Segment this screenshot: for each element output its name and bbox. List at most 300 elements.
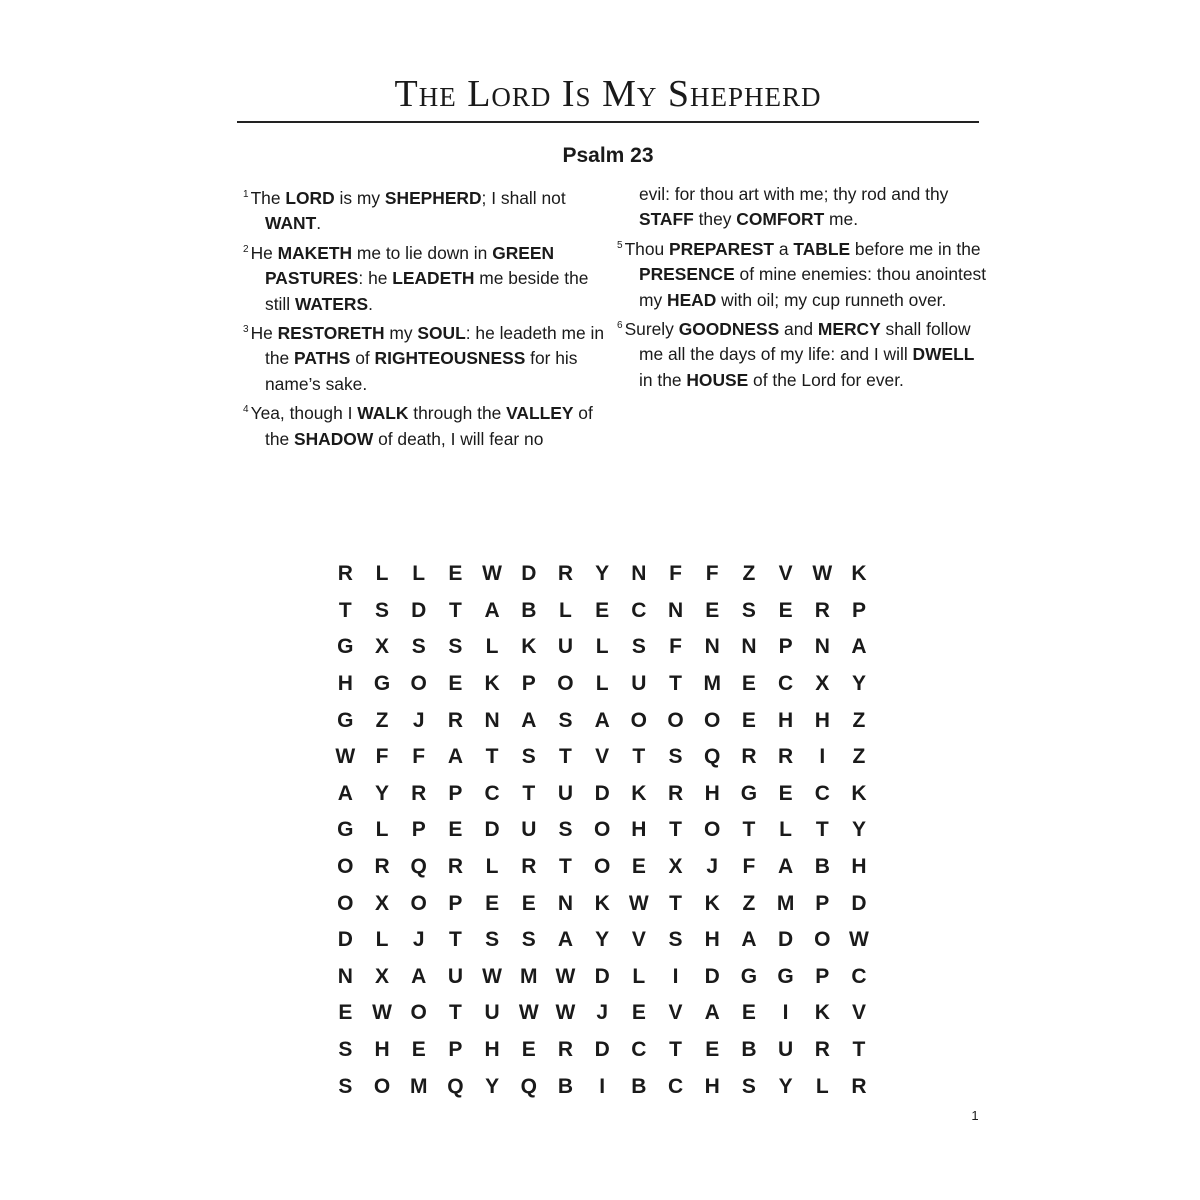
grid-letter: B (557, 1074, 574, 1098)
keyword: PREPAREST (669, 238, 775, 259)
grid-letter: G (337, 708, 354, 732)
grid-letter: L (485, 635, 499, 659)
grid-letter: S (668, 928, 683, 952)
grid-letter: F (412, 745, 426, 769)
grid-letter: E (631, 855, 646, 879)
psalm-subtitle: Psalm 23 (562, 144, 654, 167)
grid-letter: S (411, 635, 426, 659)
grid-letter: J (412, 708, 425, 732)
grid-letter: C (631, 598, 647, 622)
grid-letter: L (375, 562, 389, 586)
grid-letter: O (704, 818, 721, 842)
keyword: VALLEY (506, 403, 574, 424)
grid-letter: L (595, 635, 609, 659)
verse-text: a (774, 238, 794, 259)
grid-letter: I (599, 1074, 606, 1098)
grid-letter: R (814, 1038, 830, 1062)
grid-letter: W (849, 928, 869, 952)
grid-letter: H (631, 818, 647, 842)
grid-letter: S (338, 1038, 353, 1062)
keyword: WATERS (294, 293, 369, 314)
verse-text: is my (334, 188, 385, 208)
grid-letter: V (595, 745, 610, 769)
grid-letter: I (672, 964, 679, 988)
grid-letter: R (557, 1038, 574, 1062)
grid-letter: E (778, 781, 793, 805)
grid-letter: T (852, 1038, 866, 1062)
grid-letter: W (372, 1001, 392, 1025)
grid-letter: R (374, 855, 390, 879)
grid-letter: N (667, 598, 684, 622)
grid-letter: R (667, 781, 684, 805)
verse-text: Yea, though I (250, 403, 358, 424)
grid-letter: D (337, 928, 353, 952)
grid-letter: A (704, 1001, 720, 1025)
grid-letter: R (521, 855, 537, 879)
grid-letter: T (448, 928, 462, 952)
grid-letter: V (668, 1001, 683, 1025)
grid-letter: R (447, 855, 463, 879)
grid-letter: H (484, 1038, 500, 1062)
title-rule (237, 121, 979, 123)
grid-letter: T (632, 745, 646, 769)
verse-text: He (250, 323, 278, 344)
grid-letter: H (704, 928, 720, 952)
grid-letter: D (594, 1038, 610, 1062)
grid-letter: U (557, 781, 574, 805)
verse-text: me to lie down in (352, 242, 493, 263)
grid-letter: T (485, 745, 499, 769)
verse-text: of death, I will fear no (373, 428, 544, 449)
grid-letter: X (668, 855, 683, 879)
grid-letter: D (778, 928, 794, 952)
grid-letter: G (337, 635, 354, 659)
keyword: RIGHTEOUSNESS (374, 348, 526, 369)
grid-letter: E (448, 562, 463, 586)
grid-letter: S (558, 708, 573, 732)
grid-letter: O (667, 708, 684, 732)
grid-letter: S (558, 818, 573, 842)
keyword: LEADETH (392, 268, 475, 289)
grid-letter: A (557, 928, 574, 952)
grid-letter: P (448, 1038, 463, 1062)
grid-letter: Z (742, 891, 756, 915)
keyword: GOODNESS (678, 319, 780, 340)
keyword: RESTORETH (277, 323, 385, 344)
grid-letter: S (448, 635, 463, 659)
grid-letter: A (411, 964, 427, 988)
grid-letter: T (669, 1038, 682, 1062)
keyword: GREEN (492, 242, 555, 263)
grid-letter: E (741, 672, 756, 696)
grid-letter: G (740, 964, 758, 988)
grid-letter: Y (595, 562, 610, 586)
grid-letter: H (374, 1038, 390, 1062)
keyword: WALK (357, 403, 409, 424)
grid-letter: Y (595, 928, 610, 952)
grid-letter: K (814, 1001, 830, 1025)
grid-letter: P (448, 891, 463, 915)
grid-letter: T (522, 781, 536, 805)
grid-letter: L (595, 672, 609, 696)
verse-text: of mine enemies: thou anointest my (639, 264, 987, 310)
keyword: MAKETH (277, 242, 353, 263)
grid-letter: J (706, 855, 719, 879)
grid-letter: A (337, 781, 353, 805)
grid-letter: H (814, 708, 830, 732)
grid-letter: O (337, 891, 354, 915)
grid-letter: S (521, 928, 536, 952)
grid-letter: E (338, 1001, 353, 1025)
keyword: HEAD (667, 289, 717, 310)
grid-letter: O (337, 855, 354, 879)
grid-letter: Z (742, 562, 756, 586)
grid-letter: T (448, 598, 462, 622)
grid-letter: P (815, 891, 830, 915)
grid-letter: K (851, 562, 867, 586)
grid-letter: S (338, 1074, 353, 1098)
grid-letter: S (741, 1074, 756, 1098)
grid-letter: E (448, 818, 463, 842)
grid-letter: Y (778, 1074, 793, 1098)
grid-letter: N (741, 635, 757, 659)
grid-letter: A (594, 708, 610, 732)
keyword: HOUSE (686, 369, 749, 390)
keyword: SHADOW (294, 428, 374, 449)
grid-letter: O (410, 672, 427, 696)
grid-letter: L (375, 928, 389, 952)
grid-letter: X (815, 672, 830, 696)
grid-letter: E (705, 1038, 720, 1062)
verse-text: of (350, 348, 375, 369)
grid-letter: S (521, 745, 536, 769)
grid-letter: A (447, 745, 463, 769)
grid-letter: W (628, 891, 649, 915)
grid-letter: L (815, 1074, 829, 1098)
grid-letter: L (412, 562, 426, 586)
grid-letter: W (482, 562, 502, 586)
word-search-grid (327, 556, 877, 1105)
grid-letter: E (521, 891, 536, 915)
grid-letter: C (631, 1038, 647, 1062)
verse-text: Thou (624, 238, 670, 259)
grid-letter: L (485, 855, 499, 879)
grid-letter: N (814, 635, 830, 659)
grid-letter: C (778, 672, 794, 696)
grid-letter: R (447, 708, 463, 732)
grid-letter: D (594, 781, 610, 805)
grid-letter: O (630, 708, 648, 732)
keyword: SHEPHERD (384, 188, 482, 208)
grid-letter: Q (704, 745, 721, 769)
keyword: MERCY (817, 319, 881, 340)
grid-letter: E (778, 598, 793, 622)
grid-letter: T (559, 745, 572, 769)
verse-text: with oil; my cup runneth over. (716, 289, 947, 310)
grid-letter: Z (852, 708, 866, 732)
grid-letter: B (814, 855, 830, 879)
grid-letter: A (778, 855, 794, 879)
keyword: STAFF (639, 209, 694, 230)
grid-letter: W (518, 1001, 539, 1025)
grid-letter: P (778, 635, 793, 659)
verse-text: me. (824, 209, 859, 230)
grid-letter: C (484, 781, 500, 805)
grid-letter: H (851, 855, 867, 879)
grid-letter: S (631, 635, 646, 659)
grid-letter: U (778, 1038, 794, 1062)
grid-letter: P (521, 672, 536, 696)
verse-text: for his name’s sake. (265, 348, 578, 394)
grid-letter: F (669, 635, 682, 659)
verse-number: 3 (243, 324, 249, 336)
grid-letter: M (776, 891, 795, 915)
verses-left-column (243, 182, 613, 452)
grid-letter: E (631, 1001, 646, 1025)
grid-letter: E (521, 1038, 536, 1062)
grid-letter: A (484, 598, 500, 622)
grid-letter: R (778, 745, 794, 769)
grid-letter: B (631, 1074, 647, 1098)
grid-letter: N (484, 708, 500, 732)
verse-3 (243, 317, 613, 397)
grid-letter: J (596, 1001, 608, 1025)
grid-letter: D (411, 598, 427, 622)
grid-letter: A (741, 928, 757, 952)
grid-letter: O (557, 672, 574, 696)
grid-letter: K (851, 781, 867, 805)
verse-text: in the (639, 369, 687, 390)
grid-letter: C (851, 964, 867, 988)
keyword: COMFORT (736, 209, 825, 230)
keyword: DWELL (912, 344, 975, 365)
keyword: PATHS (294, 348, 351, 369)
grid-letter: M (703, 672, 721, 696)
grid-letter: V (778, 562, 793, 586)
grid-letter: E (485, 891, 500, 915)
grid-letter: G (373, 672, 391, 696)
grid-letter: I (782, 1001, 789, 1025)
grid-letter: C (667, 1074, 684, 1098)
grid-letter: C (814, 781, 830, 805)
grid-letter: W (335, 745, 356, 769)
grid-letter: Y (851, 672, 866, 696)
grid-letter: P (815, 964, 830, 988)
grid-letter: F (742, 855, 756, 879)
grid-letter: U (557, 635, 574, 659)
grid-letter: H (337, 672, 353, 696)
verse-4 (243, 397, 613, 452)
verse-number: 6 (617, 320, 623, 332)
verse-text: . (368, 293, 373, 314)
keyword: PASTURES (265, 268, 359, 289)
verse-number: 4 (243, 404, 249, 416)
grid-letter: F (705, 562, 719, 586)
grid-letter: O (593, 818, 611, 842)
verse-text: evil: for thou art with me; thy rod and thy (639, 184, 949, 204)
grid-letter: D (594, 964, 610, 988)
grid-letter: B (521, 598, 537, 622)
grid-letter: Y (375, 781, 390, 805)
grid-letter: Q (447, 1074, 464, 1098)
verse-text: He (250, 242, 278, 263)
grid-letter: P (448, 781, 463, 805)
grid-letter: L (779, 818, 792, 842)
verse-text: of the (265, 403, 593, 449)
grid-letter: M (409, 1074, 428, 1098)
grid-letter: Y (851, 818, 866, 842)
grid-letter: G (740, 781, 758, 805)
verse-number: 5 (617, 239, 623, 251)
grid-letter: A (521, 708, 537, 732)
grid-letter: D (851, 891, 867, 915)
grid-letter: T (669, 818, 682, 842)
grid-letter: O (814, 928, 831, 952)
verse-text: through the (408, 403, 507, 424)
grid-letter: E (705, 598, 720, 622)
grid-letter: R (411, 781, 427, 805)
grid-letter: N (557, 891, 574, 915)
grid-letter: J (412, 928, 425, 952)
grid-letter: N (337, 964, 353, 988)
verse-text: : he (358, 268, 393, 289)
grid-letter: E (411, 1038, 426, 1062)
grid-letter: H (704, 781, 720, 805)
verse-6 (617, 313, 987, 393)
verse-5 (617, 233, 987, 313)
verse-number: 1 (243, 189, 249, 200)
verse-4-continued (617, 182, 987, 233)
verse-text: . (316, 213, 322, 234)
keyword: TABLE (793, 238, 851, 259)
grid-letter: L (632, 964, 646, 988)
keyword: LORD (285, 188, 335, 208)
grid-letter: H (778, 708, 794, 732)
grid-letter: T (669, 672, 682, 696)
grid-letter: R (851, 1074, 867, 1098)
grid-letter: M (520, 964, 538, 988)
grid-letter: T (448, 1001, 462, 1025)
grid-letter: R (337, 562, 353, 586)
grid-letter: T (559, 855, 572, 879)
grid-letter: O (593, 855, 611, 879)
grid-letter: D (521, 562, 537, 586)
verses-right-column (617, 182, 987, 393)
verse-text: ; I shall not (481, 188, 566, 208)
verse-2 (243, 237, 613, 317)
grid-letter: X (375, 635, 390, 659)
grid-letter: E (741, 1001, 756, 1025)
grid-letter: N (704, 635, 720, 659)
grid-letter: D (484, 818, 500, 842)
verse-text: me beside the still (265, 268, 589, 314)
grid-letter: X (375, 964, 390, 988)
grid-letter: Z (375, 708, 389, 732)
verse-text: they (693, 209, 737, 230)
verse-text: before me in the (850, 238, 981, 259)
grid-letter: E (741, 708, 756, 732)
grid-letter: U (447, 964, 463, 988)
grid-letter: U (521, 818, 537, 842)
verse-text: shall follow me all the days of my life: and I will (639, 319, 971, 365)
grid-letter: L (559, 598, 572, 622)
grid-letter: F (669, 562, 682, 586)
grid-letter: R (814, 598, 830, 622)
grid-letter: A (851, 635, 867, 659)
grid-letter: U (484, 1001, 500, 1025)
keyword: SOUL (417, 323, 466, 344)
grid-letter: S (668, 745, 683, 769)
grid-letter: B (741, 1038, 757, 1062)
verse-text: : he leadeth me in the (265, 323, 604, 369)
grid-letter: G (777, 964, 794, 988)
grid-letter: W (482, 964, 502, 988)
grid-letter: X (375, 891, 390, 915)
grid-letter: L (375, 818, 389, 842)
grid-letter: T (669, 891, 682, 915)
grid-letter: S (485, 928, 500, 952)
grid-letter: V (631, 928, 646, 952)
keyword: WANT (265, 213, 317, 234)
grid-letter: T (742, 818, 756, 842)
grid-letter: D (704, 964, 720, 988)
grid-letter: K (704, 891, 720, 915)
grid-letter: W (555, 964, 576, 988)
grid-letter: T (815, 818, 829, 842)
grid-letter: I (819, 745, 826, 769)
grid-letter: K (631, 781, 647, 805)
grid-letter: O (410, 891, 427, 915)
grid-letter: F (375, 745, 389, 769)
grid-letter: O (410, 1001, 427, 1025)
grid-letter: K (484, 672, 500, 696)
grid-letter: W (555, 1001, 576, 1025)
verse-text: my (384, 323, 418, 344)
keyword: PRESENCE (639, 264, 735, 285)
grid-letter: K (521, 635, 537, 659)
verse-text: and (779, 319, 818, 340)
grid-letter: V (851, 1001, 866, 1025)
grid-letter: S (375, 598, 390, 622)
grid-letter: U (631, 672, 647, 696)
grid-letter: N (631, 562, 647, 586)
grid-letter: S (741, 598, 756, 622)
grid-letter: P (411, 818, 426, 842)
grid-letter: Q (520, 1074, 537, 1098)
grid-letter: R (741, 745, 757, 769)
page-title: The Lord Is My Shepherd (394, 73, 822, 115)
grid-letter: H (704, 1074, 720, 1098)
grid-letter: W (812, 562, 833, 586)
grid-letter: Z (852, 745, 866, 769)
grid-letter: O (373, 1074, 391, 1098)
grid-letter: P (851, 598, 866, 622)
verse-1 (243, 182, 613, 237)
verse-number: 2 (243, 243, 249, 255)
grid-letter: O (704, 708, 721, 732)
verse-text: Surely (624, 319, 679, 340)
verse-text: of the Lord for ever. (748, 369, 904, 390)
grid-letter: E (448, 672, 463, 696)
grid-letter: Q (410, 855, 427, 879)
grid-letter: E (595, 598, 610, 622)
grid-letter: K (594, 891, 610, 915)
grid-letter: T (338, 598, 352, 622)
verse-text: The (250, 188, 286, 208)
grid-letter: G (337, 818, 354, 842)
grid-letter: Y (485, 1074, 500, 1098)
grid-letter: R (557, 562, 574, 586)
